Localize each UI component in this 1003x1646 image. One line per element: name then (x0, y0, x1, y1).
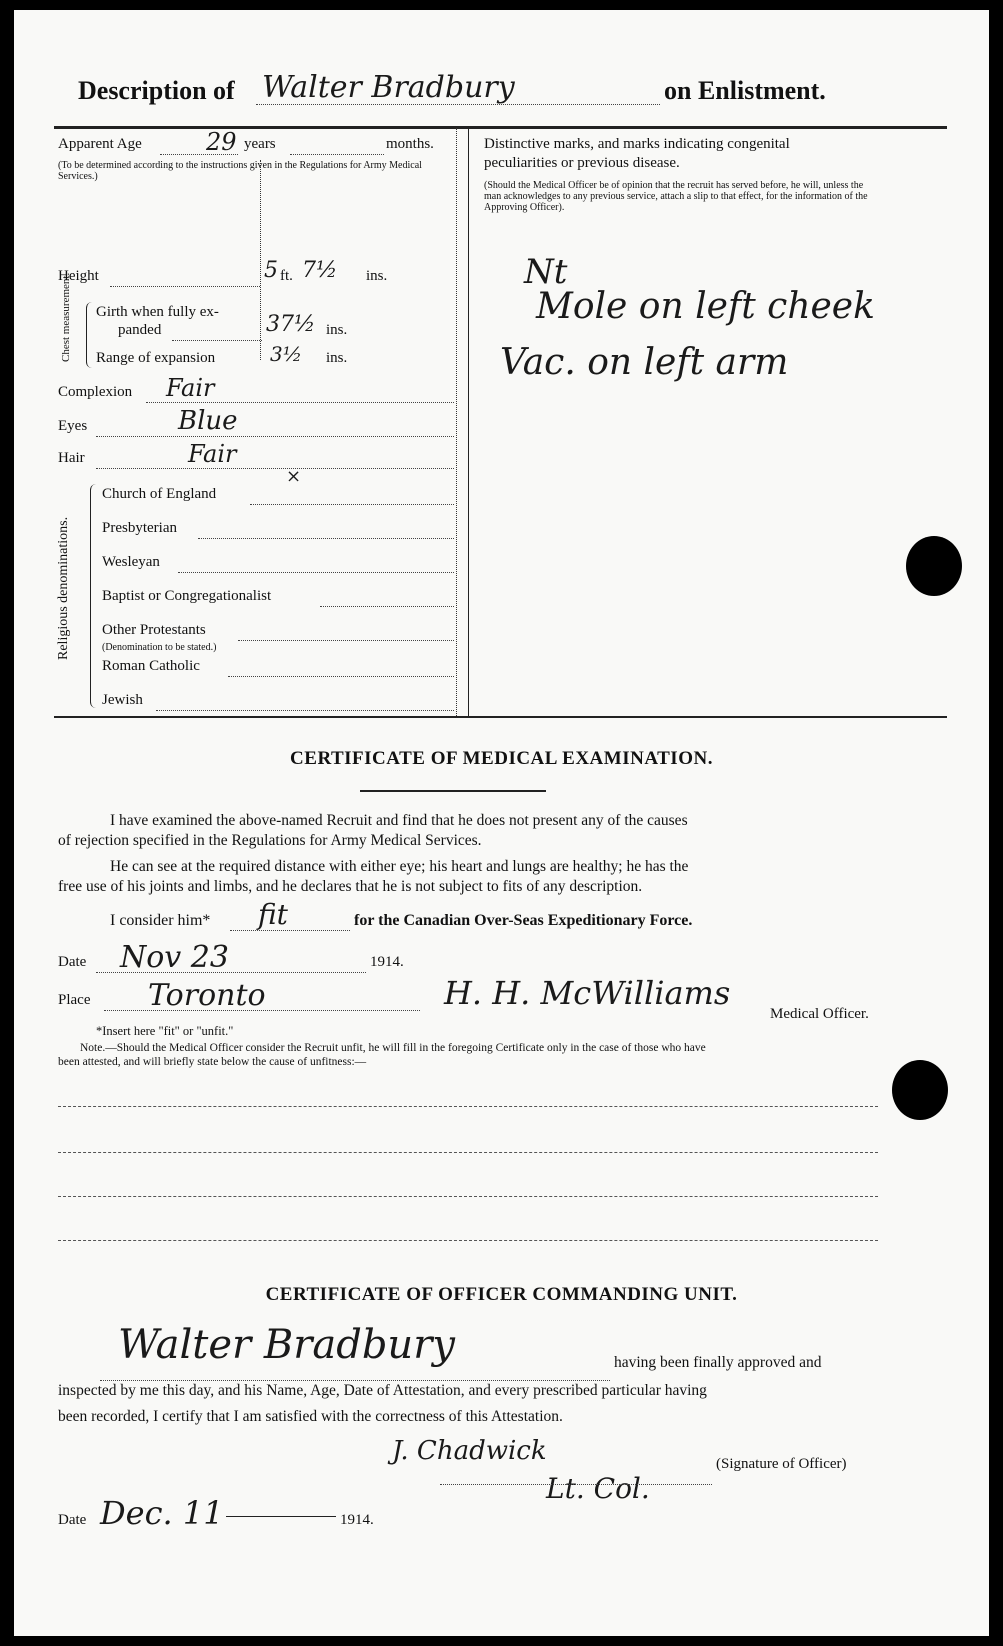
religion-line-2 (178, 572, 454, 573)
place-value: Toronto (148, 978, 266, 1013)
religion-bracket (90, 484, 99, 708)
medical-officer-signature: H. H. McWilliams (444, 974, 731, 1012)
commanding-date-value: Dec. 11 (100, 1494, 224, 1532)
complexion-label: Complexion (58, 384, 133, 400)
girth-label-2: panded (118, 322, 162, 338)
ft-label: ft. (280, 268, 293, 284)
commanding-signature-1: J. Chadwick (392, 1436, 547, 1466)
age-label: Apparent Age (58, 136, 142, 152)
age-note: (To be determined according to the instructions given in the Regulations for Army Medical Services.) (58, 160, 422, 182)
commanding-text-b: inspected by me this day, and his Name, Age, Date of Attestation, and every prescribed particular having (58, 1382, 707, 1399)
unfit-line-1 (58, 1106, 878, 1107)
eyes-value: Blue (178, 406, 238, 436)
commanding-date-year: 1914. (340, 1512, 374, 1528)
religion-presbyterian: Presbyterian (102, 520, 177, 536)
medical-title-rule (360, 790, 546, 792)
age-value: 29 (206, 128, 237, 156)
marks-line-2: Vac. on left arm (500, 342, 789, 383)
place-line (104, 1010, 420, 1011)
marks-heading-2: peculiarities or previous disease. (484, 155, 680, 171)
religion-church-of-england: Church of England (102, 486, 217, 502)
commanding-signature-label: (Signature of Officer) (716, 1456, 847, 1472)
header-prefix: Description of (78, 76, 235, 105)
punch-hole-upper (906, 536, 962, 596)
girth-line (172, 340, 262, 341)
complexion-value: Fair (166, 374, 215, 402)
religion-jewish: Jewish (102, 692, 143, 708)
medical-date-value: Nov 23 (120, 940, 229, 975)
range-value: 3½ (270, 342, 303, 366)
medical-officer-label: Medical Officer. (770, 1006, 869, 1022)
hair-line (96, 468, 454, 469)
header-rule (54, 126, 947, 129)
scan-border-left (0, 0, 14, 1646)
medical-date-line (96, 972, 366, 973)
header-name: Walter Bradbury (262, 70, 515, 105)
religion-line-0 (250, 504, 454, 505)
medical-para1-a: I have examined the above-named Recruit and find that he does not present any of the causes (110, 812, 688, 829)
religion-mark: × (286, 466, 302, 487)
marks-heading-1: Distinctive marks, and marks indicating congenital (484, 136, 790, 152)
commanding-title: CERTIFICATE OF OFFICER COMMANDING UNIT. (265, 1284, 738, 1305)
scan-border-bottom (0, 1636, 1003, 1646)
punch-hole-lower (892, 1060, 948, 1120)
marks-line-0: Nt (524, 252, 568, 292)
commanding-text-c: been recorded, I certify that I am satisfied with the correctness of this Attestation. (58, 1408, 563, 1425)
scan-border-top (0, 0, 1003, 10)
religion-other-protestants: Other Protestants (102, 622, 206, 638)
religion-line-5 (228, 676, 454, 677)
range-ins-label: ins. (326, 350, 348, 366)
unfit-line-3 (58, 1196, 878, 1197)
top-section-rule (54, 716, 947, 718)
height-line (110, 286, 260, 287)
height-in-value: 7½ (302, 258, 338, 283)
height-ft-value: 5 (264, 258, 278, 283)
months-label: months. (386, 136, 434, 152)
consider-suffix: for the Canadian Over-Seas Expeditionary Force. (354, 912, 693, 929)
column-divider (468, 128, 469, 716)
consider-line (230, 930, 350, 931)
commanding-name-value: Walter Bradbury (118, 1322, 455, 1368)
place-label: Place (58, 992, 91, 1008)
religion-line-3 (320, 606, 454, 607)
months-line (290, 154, 384, 155)
left-inner-divider (456, 128, 457, 716)
unfit-note-b: been attested, and will briefly state below the cause of unfitness:— (58, 1056, 367, 1068)
unfit-note-a: Note.—Should the Medical Officer consider the Recruit unfit, he will fill in the foregoing Certificate only in the case of those who have (80, 1042, 706, 1054)
header-name-line (256, 104, 660, 105)
consider-value: fit (258, 898, 288, 931)
eyes-label: Eyes (58, 418, 88, 434)
commanding-signature-line (440, 1484, 712, 1485)
denomination-note: (Denomination to be stated.) (102, 642, 217, 653)
marks-line-1: Mole on left cheek (536, 286, 875, 327)
range-label: Range of expansion (96, 350, 216, 366)
religion-line-6 (156, 710, 454, 711)
religion-line-1 (198, 538, 454, 539)
height-ins-label: ins. (366, 268, 388, 284)
religion-roman-catholic: Roman Catholic (102, 658, 200, 674)
chest-label: Chest measurement. (60, 272, 72, 362)
medical-para1-b: of rejection specified in the Regulations for Army Medical Services. (58, 832, 482, 849)
medical-para2-b: free use of his joints and limbs, and he declares that he is not subject to fits of any description. (58, 878, 643, 895)
scan-border-right (989, 0, 1003, 1646)
girth-ins-label: ins. (326, 322, 348, 338)
religion-baptist: Baptist or Congregationalist (102, 588, 272, 604)
religion-line-4 (238, 640, 454, 641)
religion-heading: Religious denominations. (56, 516, 71, 660)
chest-bracket (86, 302, 95, 368)
medical-para2-a: He can see at the required distance with either eye; his heart and lungs are healthy; he has the (110, 858, 689, 875)
complexion-line (146, 402, 454, 403)
medical-date-label: Date (58, 954, 87, 970)
height-label: Height (58, 268, 99, 284)
commanding-text-a: having been finally approved and (614, 1354, 822, 1371)
medical-date-year: 1914. (370, 954, 404, 970)
commanding-signature-2: Lt. Col. (546, 1472, 650, 1505)
hair-label: Hair (58, 450, 85, 466)
medical-title: CERTIFICATE OF MEDICAL EXAMINATION. (290, 748, 713, 769)
commanding-date-stroke (226, 1516, 336, 1517)
marks-note: (Should the Medical Officer be of opinion that the recruit has served before, he will, unless the man acknowledges to any previous service, attach a slip to that effect, for the information of the Approving Officer). (484, 180, 868, 213)
header-suffix: on Enlistment. (664, 76, 826, 105)
unfit-line-2 (58, 1152, 878, 1153)
years-label: years (244, 136, 276, 152)
insert-note: *Insert here "fit" or "unfit." (96, 1024, 234, 1038)
girth-label-1: Girth when fully ex- (96, 304, 219, 320)
girth-value: 37½ (266, 312, 316, 337)
commanding-date-label: Date (58, 1512, 87, 1528)
commanding-name-line (100, 1380, 610, 1381)
unfit-line-4 (58, 1240, 878, 1241)
age-line (160, 154, 238, 155)
value-divider (260, 160, 261, 360)
hair-value: Fair (188, 440, 237, 468)
eyes-line (96, 436, 454, 437)
religion-wesleyan: Wesleyan (102, 554, 160, 570)
consider-label: I consider him* (110, 912, 211, 929)
